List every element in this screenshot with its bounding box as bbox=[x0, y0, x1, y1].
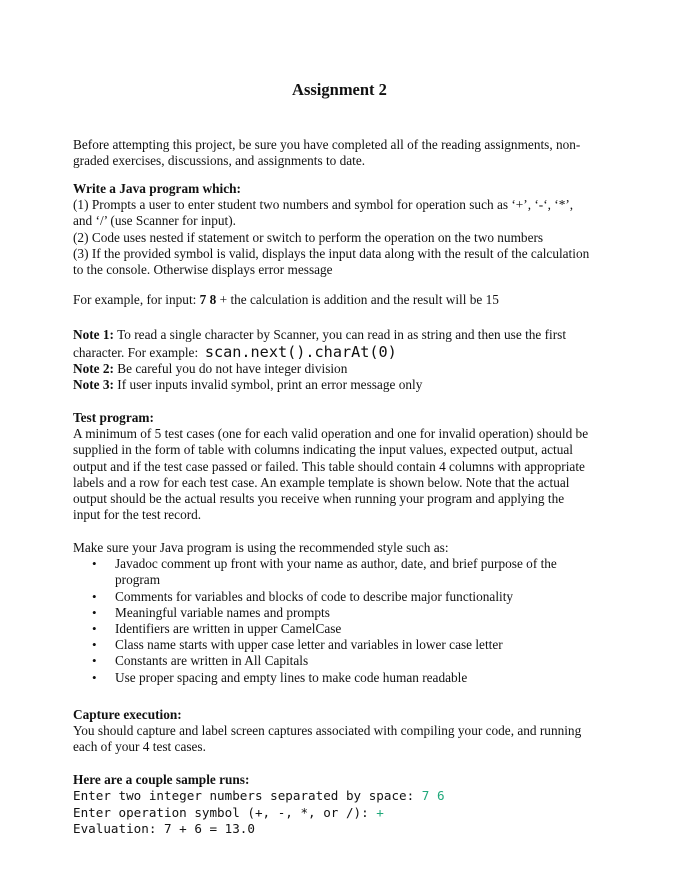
capture-section bbox=[73, 707, 633, 756]
note-1-code: scan.next().charAt(0) bbox=[204, 343, 397, 362]
bullet-icon: • bbox=[92, 556, 97, 572]
example-line bbox=[73, 292, 633, 308]
note-3-text: If user inputs invalid symbol, print an error message only bbox=[113, 377, 423, 393]
note-1-line2: character. For example: bbox=[73, 345, 205, 361]
style-intro: Make sure your Java program is using the recommended style such as: bbox=[73, 540, 449, 555]
bullet-icon: • bbox=[92, 604, 97, 620]
test-program-line: supplied in the form of table with columns indicating the input values, expected output, actual bbox=[73, 442, 573, 458]
intro-paragraph bbox=[73, 137, 633, 169]
program-requirements bbox=[73, 181, 633, 278]
list-item-text: Constants are written in All Capitals bbox=[115, 653, 309, 669]
note-1-label: Note 1: bbox=[73, 327, 114, 342]
note-2 bbox=[73, 361, 633, 377]
note-1-continuation bbox=[73, 343, 633, 361]
console-line bbox=[73, 805, 633, 821]
bullet-icon: • bbox=[92, 669, 97, 685]
capture-heading: Capture execution: bbox=[73, 707, 182, 722]
list-item-text: program bbox=[115, 572, 161, 588]
list-item bbox=[73, 589, 633, 605]
test-program-line: input for the test record. bbox=[73, 507, 202, 523]
list-item bbox=[73, 637, 633, 653]
program-line: to the console. Otherwise displays error message bbox=[73, 261, 333, 277]
list-item-text: Identifiers are written in upper CamelCase bbox=[115, 620, 342, 636]
notes bbox=[73, 327, 633, 394]
program-heading: Write a Java program which: bbox=[73, 181, 241, 196]
console-line: Evaluation: 7 + 6 = 13.0 bbox=[73, 821, 255, 836]
test-program-line: output should be the actual results you receive when running your program and applying the bbox=[73, 490, 565, 506]
test-program-section bbox=[73, 410, 633, 523]
list-item bbox=[73, 621, 633, 637]
sample-runs-section bbox=[73, 772, 633, 837]
list-item bbox=[73, 653, 633, 669]
note-1 bbox=[73, 327, 633, 343]
list-item-text: Comments for variables and blocks of code to describe major functionality bbox=[115, 588, 514, 604]
console-input: 7 6 bbox=[421, 788, 445, 804]
style-bullet-list bbox=[73, 556, 633, 686]
program-line: (2) Code uses nested if statement or switch to perform the operation on the two numbers bbox=[73, 229, 544, 245]
list-item-text: Javadoc comment up front with your name as author, date, and brief purpose of the bbox=[115, 556, 557, 572]
example-input: 7 8 bbox=[199, 292, 217, 307]
test-program-line: labels and a row for each test case. An example template is shown below. Note that the actual bbox=[73, 474, 570, 490]
program-line: and ‘/’ (use Scanner for input). bbox=[73, 213, 236, 229]
list-item-text: Use proper spacing and empty lines to make code human readable bbox=[115, 669, 468, 685]
example-prefix: For example, for input: bbox=[73, 292, 200, 307]
test-program-heading: Test program: bbox=[73, 410, 154, 425]
console-prompt: Enter operation symbol (+, -, *, or /): bbox=[73, 804, 377, 820]
example-suffix: + the calculation is addition and the result will be 15 bbox=[216, 292, 499, 307]
program-line: (1) Prompts a user to enter student two numbers and symbol for operation such as ‘+’, ‘-‘, ‘*’, bbox=[73, 197, 574, 213]
list-item-text: Meaningful variable names and prompts bbox=[115, 604, 330, 620]
console-prompt: Enter two integer numbers separated by space: bbox=[73, 788, 422, 804]
note-3-label: Note 3: bbox=[73, 377, 114, 393]
console-line bbox=[73, 788, 633, 804]
example-paragraph bbox=[73, 292, 633, 308]
note-2-text: Be careful you do not have integer division bbox=[113, 361, 348, 377]
sample-heading: Here are a couple sample runs: bbox=[73, 772, 250, 787]
intro-line: Before attempting this project, be sure you have completed all of the reading assignments, non- bbox=[73, 137, 581, 152]
note-3 bbox=[73, 377, 633, 393]
test-program-line: A minimum of 5 test cases (one for each valid operation and one for invalid operation) should be bbox=[73, 426, 589, 442]
bullet-icon: • bbox=[92, 637, 97, 653]
note-1-text: To read a single character by Scanner, you can read in as string and then use the first bbox=[113, 327, 567, 342]
intro-line: graded exercises, discussions, and assignments to date. bbox=[73, 153, 366, 169]
capture-line: You should capture and label screen captures associated with compiling your code, and running bbox=[73, 723, 582, 739]
list-item-text: Class name starts with upper case letter and variables in lower case letter bbox=[115, 637, 503, 653]
list-item bbox=[73, 605, 633, 621]
console-input: + bbox=[376, 804, 384, 820]
page-title: Assignment 2 bbox=[292, 80, 387, 99]
list-item bbox=[73, 670, 633, 686]
capture-line: each of your 4 test cases. bbox=[73, 739, 206, 755]
bullet-icon: • bbox=[92, 588, 97, 604]
note-2-label: Note 2: bbox=[73, 361, 114, 377]
bullet-icon: • bbox=[92, 653, 97, 669]
program-line: (3) If the provided symbol is valid, displays the input data along with the result of the calculation bbox=[73, 245, 590, 261]
bullet-icon: • bbox=[92, 620, 97, 636]
list-item bbox=[73, 556, 633, 588]
style-section bbox=[73, 540, 633, 686]
test-program-line: output and if the test case passed or failed. This table should contain 4 columns with appropriate bbox=[73, 458, 585, 474]
